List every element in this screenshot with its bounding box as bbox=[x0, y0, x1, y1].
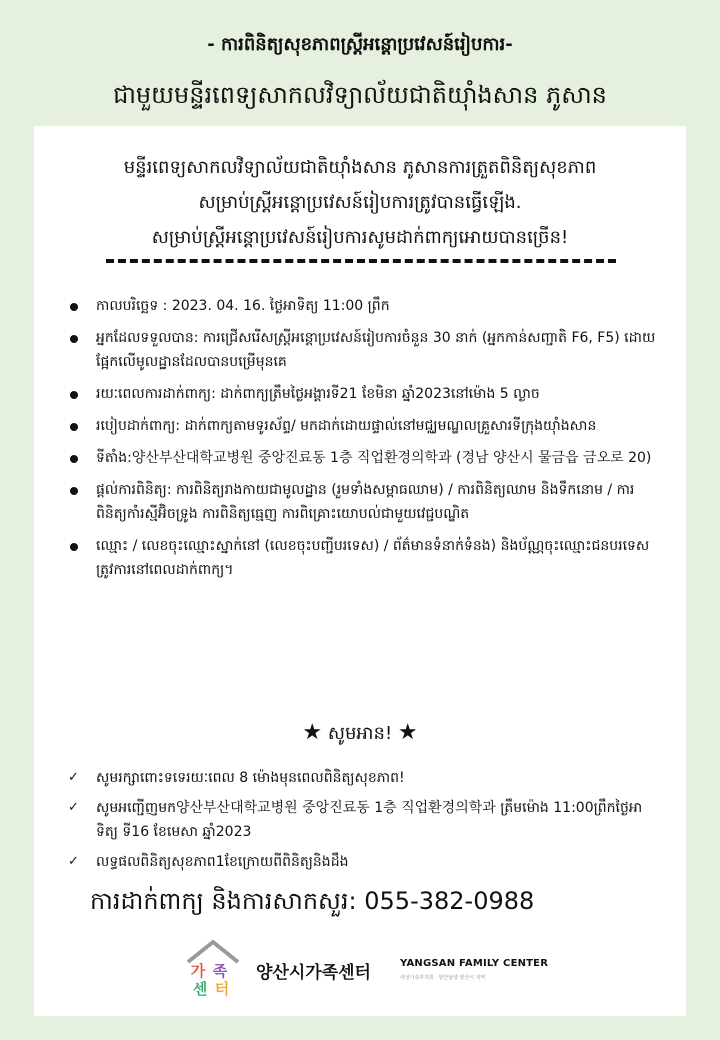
contact-line bbox=[90, 886, 650, 921]
header bbox=[0, 0, 720, 126]
bullet-icon bbox=[70, 391, 78, 399]
details-list bbox=[64, 294, 656, 590]
contact-phone[interactable]: 055-382-0988 bbox=[364, 887, 535, 915]
notice-list bbox=[64, 766, 656, 880]
dashed-divider bbox=[106, 259, 616, 263]
contact-label: ការដាក់ពាក្យ និងការសាកសួរ: bbox=[90, 887, 357, 915]
detail-item-services bbox=[64, 478, 656, 526]
detail-item-documents bbox=[64, 534, 656, 582]
family-center-logo-icon bbox=[184, 938, 242, 1000]
detail-text: រយៈពេលការដាក់ពាក្យ: ដាក់ពាក្យត្រឹមថ្ងៃអង្គារទី21 ខែមិនា ឆ្នាំ2023នៅម៉ោង 5 ល្ងាច bbox=[96, 386, 540, 402]
detail-text: របៀបដាក់ពាក្យ: ដាក់ពាក្យតាមទូរស័ព្ទ/ មកដាក់ដោយផ្ទាល់នៅមជ្ឈមណ្ឌលគ្រួសារទីក្រុងយ៉ាំងសាន bbox=[96, 418, 597, 434]
notice-text: សូមអញ្ជើញមក양산부산대학교병원 중앙진료동 1층 직업환경의학과 ត្រឹមម៉ោង 11:00ព្រឹកថ្ងៃអាទិត្យ ទី16 ខែមេសា ឆ្នាំ2023 bbox=[96, 800, 643, 840]
logo-char: 터 bbox=[214, 980, 230, 998]
bullet-icon bbox=[70, 543, 78, 551]
bullet-icon bbox=[70, 303, 78, 311]
detail-item-period bbox=[64, 382, 656, 406]
logo-korean-name: 양산시가족센터 bbox=[256, 963, 371, 983]
intro-line: សម្រាប់ស្ត្រីអន្តោប្រវេសន៍រៀបការត្រូវបានធ្វើឡើង. bbox=[198, 192, 522, 213]
bullet-icon bbox=[70, 423, 78, 431]
detail-text: ផ្តល់ការពិនិត្យ: ការពិនិត្យរាងកាយជាមូលដ្ឋាន (រួមទាំងសម្ពាធឈាម) / ការពិនិត្យឈាម និងទឹកនោម / ការពិនិត្យកាំរស្មីអ៊ិចទ្រូង ការពិនិត្យធ្មេញ ការពិគ្រោះយោបល់ជាមួយវេជ្ជបណ្ឌិត bbox=[96, 482, 635, 522]
detail-text: ឈ្មោះ / លេខចុះឈ្មោះស្នាក់នៅ (លេខចុះបញ្ជីបរទេស) / ព័ត៌មានទំនាក់ទំនង) និងប័ណ្ណចុះឈ្មោះជនបរទេសត្រូវការនៅពេលដាក់ពាក្យ។ bbox=[96, 538, 650, 578]
family-center-logo bbox=[184, 938, 584, 1004]
detail-item-method bbox=[64, 414, 656, 438]
notice-item bbox=[64, 796, 656, 844]
detail-item-date bbox=[64, 294, 656, 318]
intro-line: មន្ទីរពេទ្យសាកលវិទ្យាល័យជាតិយ៉ាំងសាន ភូសានការត្រួតពិនិត្យសុខភាព bbox=[123, 157, 597, 178]
notice-text: លទ្ធផលពិនិត្យសុខភាព1ខែក្រោយពីពិនិត្យនិងដឹង bbox=[96, 854, 349, 870]
bullet-icon bbox=[70, 335, 78, 343]
logo-char: 족 bbox=[212, 962, 228, 980]
logo-char: 가 bbox=[190, 962, 206, 980]
notice-item bbox=[64, 850, 656, 874]
star-icon: ★ bbox=[397, 720, 418, 745]
check-icon: ✓ bbox=[68, 770, 79, 785]
logo-char: 센 bbox=[192, 980, 208, 998]
bullet-icon bbox=[70, 455, 78, 463]
detail-item-location bbox=[64, 446, 656, 470]
check-icon: ✓ bbox=[68, 800, 79, 815]
logo-roof bbox=[188, 942, 238, 962]
notice-heading-text: សូមអាន! bbox=[327, 723, 393, 744]
logo-tagline: 여성가족부지원 · 양산남양 양산시 지역 bbox=[400, 975, 486, 981]
star-icon: ★ bbox=[302, 720, 323, 745]
logo-english-name: YANGSAN FAMILY CENTER bbox=[400, 958, 549, 969]
check-icon: ✓ bbox=[68, 854, 79, 869]
detail-text: ទីតាំង:양산부산대학교병원 중앙진료동 1층 직업환경의학과 (경남 양산시 물금읍 금오로 20) bbox=[96, 450, 652, 466]
detail-text: កាលបរិច្ឆេទ : 2023. 04. 16. ថ្ងៃអាទិត្យ 11:00 ព្រឹក bbox=[96, 298, 390, 314]
poster-title: - ការពិនិត្យសុខភាពស្ត្រីអន្តោប្រវេសន៍រៀបការ- bbox=[207, 34, 513, 55]
bullet-icon bbox=[70, 487, 78, 495]
poster-subtitle: ជាមួយមន្ទីរពេទ្យសាកលវិទ្យាល័យជាតិយ៉ាំងសាន ភូសាន bbox=[113, 81, 607, 109]
content-card bbox=[34, 126, 686, 1016]
intro-line: សម្រាប់ស្ត្រីអន្តោប្រវេសន៍រៀបការសូមដាក់ពាក្យអោយបានច្រើន! bbox=[151, 227, 569, 248]
intro-text bbox=[44, 150, 676, 255]
detail-text: អ្នកដែលទទួលបាន: ការជ្រើសរើសស្ត្រីអន្តោប្រវេសន៍រៀបការចំនួន 30 នាក់ (អ្នកកាន់សញ្ជាតិ F6, F5) ដោយផ្អែកលើមូលដ្ឋានដែលបានបម្រើមុនគេ bbox=[96, 330, 656, 370]
notice-text: សូមរក្សាពោះទទេរយៈពេល 8 ម៉ោងមុនពេលពិនិត្យសុខភាព! bbox=[96, 770, 405, 786]
notice-item bbox=[64, 766, 656, 790]
notice-heading bbox=[34, 720, 686, 748]
detail-item-eligibility bbox=[64, 326, 656, 374]
